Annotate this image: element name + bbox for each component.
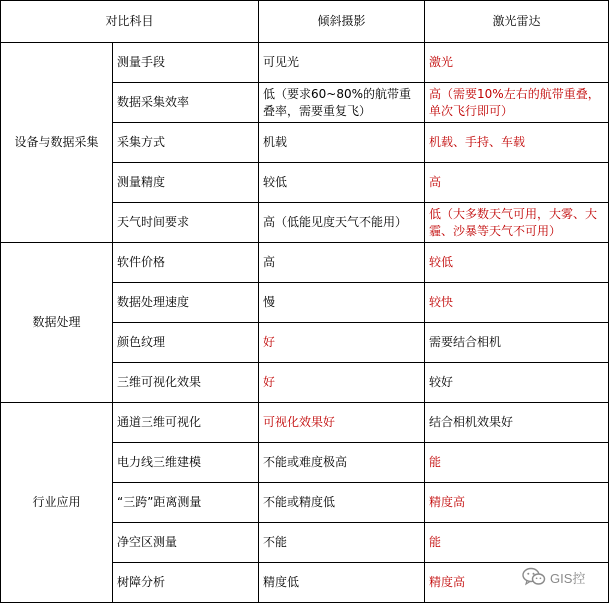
lidar-cell: 较快 bbox=[425, 283, 609, 323]
item-cell: “三跨”距离测量 bbox=[113, 483, 259, 523]
header-subject: 对比科目 bbox=[1, 1, 259, 43]
lidar-cell: 能 bbox=[425, 443, 609, 483]
item-cell: 软件价格 bbox=[113, 243, 259, 283]
header-lidar: 激光雷达 bbox=[425, 1, 609, 43]
item-cell: 天气时间要求 bbox=[113, 203, 259, 243]
item-cell: 测量精度 bbox=[113, 163, 259, 203]
oblique-cell: 慢 bbox=[259, 283, 425, 323]
item-cell: 数据采集效率 bbox=[113, 83, 259, 123]
oblique-cell: 不能或精度低 bbox=[259, 483, 425, 523]
lidar-cell: 机载、手持、车载 bbox=[425, 123, 609, 163]
oblique-cell: 不能 bbox=[259, 523, 425, 563]
lidar-cell: 高（需要10%左右的航带重叠，单次飞行即可） bbox=[425, 83, 609, 123]
item-cell: 净空区测量 bbox=[113, 523, 259, 563]
lidar-cell: 较低 bbox=[425, 243, 609, 283]
item-cell: 测量手段 bbox=[113, 43, 259, 83]
lidar-cell: 激光 bbox=[425, 43, 609, 83]
oblique-cell: 高（低能见度天气不能用） bbox=[259, 203, 425, 243]
lidar-cell: 低（大多数天气可用，大雾、大霾、沙暴等天气不可用） bbox=[425, 203, 609, 243]
oblique-cell: 低（要求60~80%的航带重叠率，需要重复飞） bbox=[259, 83, 425, 123]
lidar-cell: 精度高 bbox=[425, 563, 609, 603]
watermark-text: GIS控 bbox=[550, 570, 586, 586]
oblique-cell: 好 bbox=[259, 363, 425, 403]
item-cell: 电力线三维建模 bbox=[113, 443, 259, 483]
header-oblique: 倾斜摄影 bbox=[259, 1, 425, 43]
category-cell: 设备与数据采集 bbox=[1, 43, 113, 243]
category-cell: 行业应用 bbox=[1, 403, 113, 603]
lidar-cell: 较好 bbox=[425, 363, 609, 403]
oblique-cell: 不能或难度极高 bbox=[259, 443, 425, 483]
item-cell: 树障分析 bbox=[113, 563, 259, 603]
item-cell: 颜色纹理 bbox=[113, 323, 259, 363]
table-row bbox=[1, 243, 609, 283]
watermark bbox=[522, 566, 585, 588]
lidar-cell: 需要结合相机 bbox=[425, 323, 609, 363]
oblique-cell: 较低 bbox=[259, 163, 425, 203]
table-header-row bbox=[1, 1, 609, 43]
lidar-cell: 结合相机效果好 bbox=[425, 403, 609, 443]
oblique-cell: 可视化效果好 bbox=[259, 403, 425, 443]
lidar-cell: 精度高 bbox=[425, 483, 609, 523]
item-cell: 采集方式 bbox=[113, 123, 259, 163]
item-cell: 三维可视化效果 bbox=[113, 363, 259, 403]
table-row bbox=[1, 403, 609, 443]
wechat-icon bbox=[522, 567, 546, 587]
oblique-cell: 可见光 bbox=[259, 43, 425, 83]
oblique-cell: 高 bbox=[259, 243, 425, 283]
oblique-cell: 精度低 bbox=[259, 563, 425, 603]
oblique-cell: 机载 bbox=[259, 123, 425, 163]
category-cell: 数据处理 bbox=[1, 243, 113, 403]
lidar-cell: 能 bbox=[425, 523, 609, 563]
table-row bbox=[1, 43, 609, 83]
lidar-cell: 高 bbox=[425, 163, 609, 203]
item-cell: 通道三维可视化 bbox=[113, 403, 259, 443]
item-cell: 数据处理速度 bbox=[113, 283, 259, 323]
oblique-cell: 好 bbox=[259, 323, 425, 363]
